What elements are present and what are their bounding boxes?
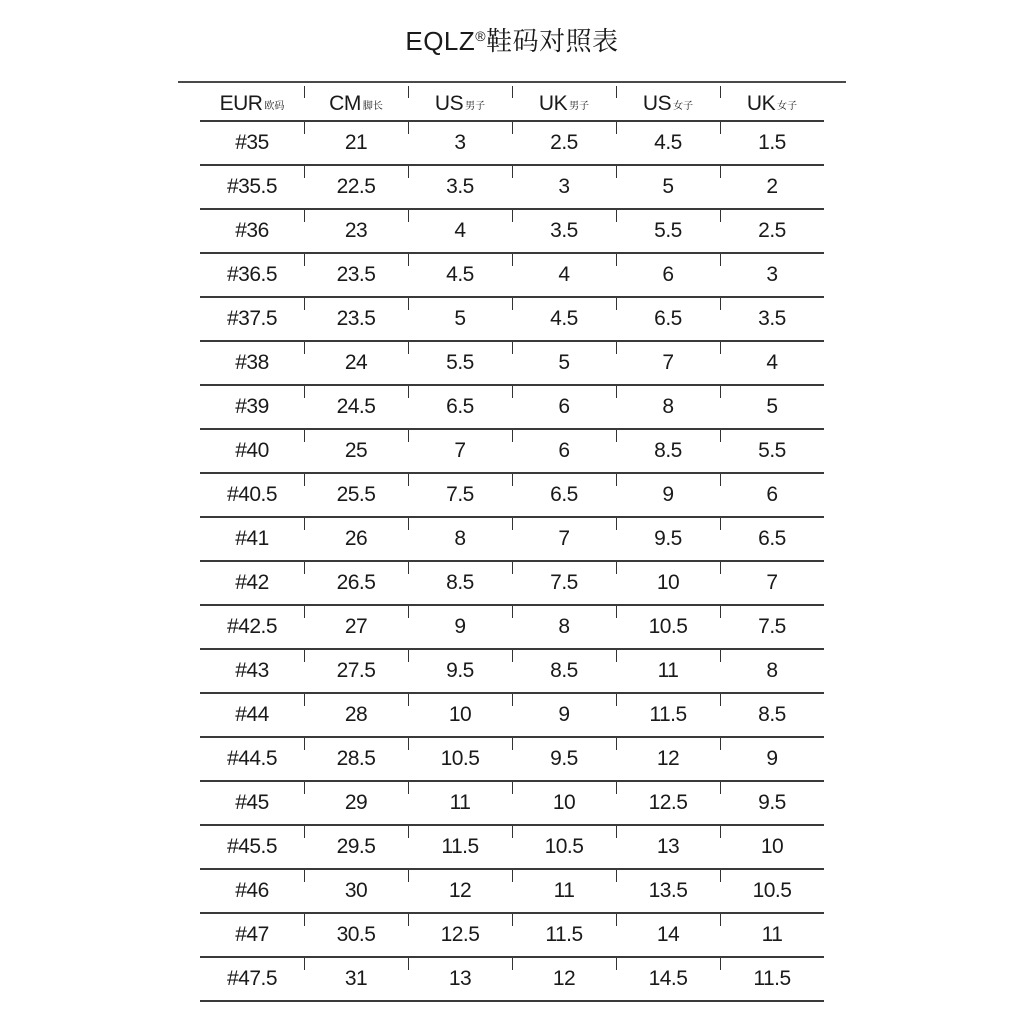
table-row: [200, 738, 824, 782]
cell-eur: #42: [235, 571, 269, 594]
cell-uk-men: 8.5: [512, 650, 616, 692]
cell-us-women: 4.5: [616, 122, 720, 164]
size-chart-table: [200, 82, 824, 1002]
table-row: [200, 386, 824, 430]
column-header-sublabel: 欧码: [264, 100, 285, 112]
table-row: [200, 210, 824, 254]
cell-us-women: 11: [616, 650, 720, 692]
cell-us-men: 3.5: [408, 166, 512, 208]
cell-uk-women: 11.5: [720, 958, 824, 1000]
cell-uk-women: 5.5: [720, 430, 824, 472]
cell-uk-women: 10: [720, 826, 824, 868]
column-header-uk-women: [720, 82, 824, 120]
column-header-sublabel: 男子: [465, 100, 486, 112]
cell-eur: #40.5: [226, 483, 278, 506]
column-header-sublabel: 女子: [777, 100, 798, 112]
cell-us-men: 7.5: [408, 474, 512, 516]
cell-us-women: 6: [616, 254, 720, 296]
cell-us-women: 14: [616, 914, 720, 956]
cell-cm: 27.5: [304, 650, 408, 692]
cell-uk-men: 6.5: [512, 474, 616, 516]
cell-uk-women: 1.5: [720, 122, 824, 164]
cell-us-men: 8.5: [408, 562, 512, 604]
table-row: [200, 914, 824, 958]
cell-eur: #39: [235, 395, 269, 418]
registered-mark: ®: [475, 28, 487, 44]
cell-cm: 28.5: [304, 738, 408, 780]
cell-uk-men: 9: [512, 694, 616, 736]
cell-cm: 24: [304, 342, 408, 384]
cell-us-men: 4: [408, 210, 512, 252]
cell-uk-women: 10.5: [720, 870, 824, 912]
column-header-sublabel: 男子: [569, 100, 590, 112]
cell-us-women: 13: [616, 826, 720, 868]
cell-uk-women: 7.5: [720, 606, 824, 648]
cell-us-men: 3: [408, 122, 512, 164]
column-header-us-men: [408, 82, 512, 120]
cell-eur: #44.5: [226, 747, 278, 770]
cell-us-men: 11: [408, 782, 512, 824]
cell-us-women: 6.5: [616, 298, 720, 340]
cell-us-women: 7: [616, 342, 720, 384]
column-header-uk-men: [512, 82, 616, 120]
table-row: [200, 342, 824, 386]
table-row: [200, 562, 824, 606]
cell-uk-women: 3.5: [720, 298, 824, 340]
column-header-label: UK: [746, 92, 776, 115]
cell-uk-men: 9.5: [512, 738, 616, 780]
cell-eur: #44: [235, 703, 269, 726]
cell-eur: #43: [235, 659, 269, 682]
cell-cm: 23.5: [304, 298, 408, 340]
cell-uk-men: 10.5: [512, 826, 616, 868]
cell-cm: 26.5: [304, 562, 408, 604]
cell-cm: 28: [304, 694, 408, 736]
cell-cm: 25.5: [304, 474, 408, 516]
cell-us-men: 7: [408, 430, 512, 472]
table-row: [200, 430, 824, 474]
cell-cm: 25: [304, 430, 408, 472]
cell-uk-men: 3: [512, 166, 616, 208]
table-row: [200, 122, 824, 166]
table-row: [200, 254, 824, 298]
cell-uk-men: 11: [512, 870, 616, 912]
table-row: [200, 694, 824, 738]
cell-us-men: 9.5: [408, 650, 512, 692]
cell-uk-women: 3: [720, 254, 824, 296]
page-title: [0, 18, 1024, 59]
cell-cm: 30.5: [304, 914, 408, 956]
column-header-cm: [304, 82, 408, 120]
cell-us-women: 12.5: [616, 782, 720, 824]
title-suffix: 鞋码对照表: [486, 26, 619, 56]
cell-cm: 24.5: [304, 386, 408, 428]
cell-cm: 26: [304, 518, 408, 560]
cell-eur: #41: [235, 527, 269, 550]
cell-eur: #36.5: [226, 263, 278, 286]
table-row: [200, 606, 824, 650]
table-row: [200, 650, 824, 694]
cell-us-women: 10.5: [616, 606, 720, 648]
cell-uk-men: 6: [512, 430, 616, 472]
cell-uk-women: 6: [720, 474, 824, 516]
table-row: [200, 826, 824, 870]
cell-uk-women: 11: [720, 914, 824, 956]
cell-uk-men: 12: [512, 958, 616, 1000]
cell-uk-men: 4: [512, 254, 616, 296]
cell-us-women: 14.5: [616, 958, 720, 1000]
cell-us-men: 12: [408, 870, 512, 912]
cell-cm: 21: [304, 122, 408, 164]
cell-cm: 23: [304, 210, 408, 252]
cell-uk-men: 8: [512, 606, 616, 648]
column-header-eur: [200, 82, 304, 120]
cell-us-women: 9.5: [616, 518, 720, 560]
cell-uk-men: 6: [512, 386, 616, 428]
cell-eur: #35: [235, 131, 269, 154]
cell-cm: 29: [304, 782, 408, 824]
cell-us-men: 9: [408, 606, 512, 648]
table-row: [200, 166, 824, 210]
table-header-row: [200, 82, 824, 122]
cell-eur: #40: [235, 439, 269, 462]
cell-cm: 31: [304, 958, 408, 1000]
cell-us-men: 4.5: [408, 254, 512, 296]
brand-name: EQLZ: [405, 26, 476, 56]
cell-us-women: 8.5: [616, 430, 720, 472]
cell-us-women: 11.5: [616, 694, 720, 736]
cell-us-women: 12: [616, 738, 720, 780]
table-row: [200, 518, 824, 562]
cell-us-men: 5: [408, 298, 512, 340]
table-body: [200, 122, 824, 1002]
table-row: [200, 958, 824, 1002]
cell-uk-women: 4: [720, 342, 824, 384]
cell-us-men: 10.5: [408, 738, 512, 780]
cell-uk-men: 3.5: [512, 210, 616, 252]
cell-uk-women: 7: [720, 562, 824, 604]
cell-uk-men: 4.5: [512, 298, 616, 340]
cell-uk-women: 8.5: [720, 694, 824, 736]
table-row: [200, 298, 824, 342]
cell-uk-women: 2.5: [720, 210, 824, 252]
cell-uk-women: 9.5: [720, 782, 824, 824]
table-row: [200, 870, 824, 914]
cell-eur: #38: [235, 351, 269, 374]
cell-eur: #45.5: [226, 835, 278, 858]
column-header-sublabel: 脚长: [362, 100, 383, 112]
cell-uk-women: 5: [720, 386, 824, 428]
cell-us-men: 6.5: [408, 386, 512, 428]
cell-uk-men: 11.5: [512, 914, 616, 956]
cell-uk-women: 2: [720, 166, 824, 208]
cell-eur: #47.5: [226, 967, 278, 990]
cell-uk-men: 2.5: [512, 122, 616, 164]
column-header-label: CM: [329, 92, 361, 115]
cell-us-women: 9: [616, 474, 720, 516]
cell-uk-women: 8: [720, 650, 824, 692]
cell-us-women: 5.5: [616, 210, 720, 252]
cell-us-men: 11.5: [408, 826, 512, 868]
column-header-label: US: [642, 92, 672, 115]
cell-uk-men: 7: [512, 518, 616, 560]
cell-us-women: 5: [616, 166, 720, 208]
cell-us-men: 10: [408, 694, 512, 736]
cell-us-men: 13: [408, 958, 512, 1000]
cell-us-men: 12.5: [408, 914, 512, 956]
cell-uk-men: 7.5: [512, 562, 616, 604]
cell-us-women: 8: [616, 386, 720, 428]
cell-cm: 29.5: [304, 826, 408, 868]
cell-us-women: 13.5: [616, 870, 720, 912]
cell-eur: #47: [235, 923, 269, 946]
table-row: [200, 782, 824, 826]
column-header-us-women: [616, 82, 720, 120]
cell-uk-women: 9: [720, 738, 824, 780]
cell-cm: 27: [304, 606, 408, 648]
cell-us-women: 10: [616, 562, 720, 604]
cell-us-men: 8: [408, 518, 512, 560]
cell-cm: 22.5: [304, 166, 408, 208]
cell-uk-men: 10: [512, 782, 616, 824]
column-header-label: UK: [538, 92, 568, 115]
cell-uk-women: 6.5: [720, 518, 824, 560]
cell-eur: #42.5: [226, 615, 278, 638]
column-header-sublabel: 女子: [673, 100, 694, 112]
cell-eur: #45: [235, 791, 269, 814]
cell-cm: 30: [304, 870, 408, 912]
cell-eur: #46: [235, 879, 269, 902]
cell-eur: #35.5: [226, 175, 278, 198]
cell-us-men: 5.5: [408, 342, 512, 384]
column-header-label: US: [434, 92, 464, 115]
cell-cm: 23.5: [304, 254, 408, 296]
column-header-label: EUR: [219, 92, 263, 115]
cell-eur: #37.5: [226, 307, 278, 330]
cell-eur: #36: [235, 219, 269, 242]
table-row: [200, 474, 824, 518]
cell-uk-men: 5: [512, 342, 616, 384]
